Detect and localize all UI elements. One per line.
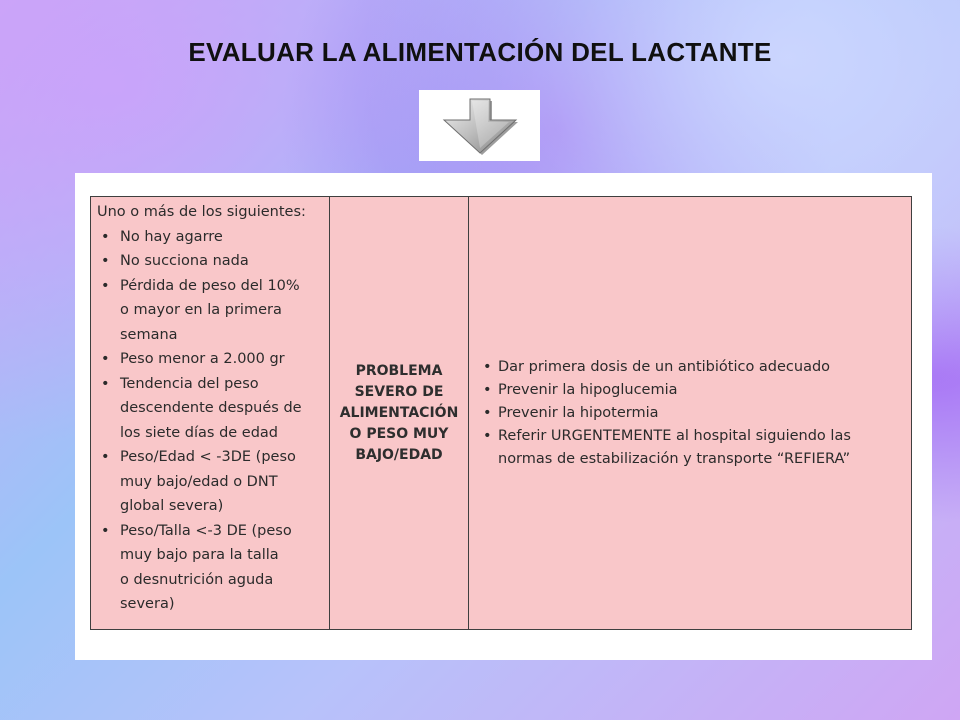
slide-title: EVALUAR LA ALIMENTACIÓN DEL LACTANTE [188, 37, 772, 67]
bullet-icon: • [101, 449, 110, 465]
arrow-box [419, 90, 540, 161]
classification-table [90, 196, 912, 630]
sign-line: muy bajo para la talla [120, 547, 279, 563]
treatment-list [469, 356, 911, 471]
bullet-icon: • [101, 277, 110, 294]
bullet-icon: • [483, 404, 492, 421]
list-item [483, 379, 903, 402]
treatment-line: Prevenir la hipoglucemia [498, 381, 678, 398]
list-item [101, 249, 325, 274]
sign-line: Peso/Talla <-3 DE (peso [120, 522, 292, 539]
sign-line: Pérdida de peso del 10% [120, 277, 300, 294]
sign-line: Peso/Edad < -3DE (peso [120, 449, 296, 465]
list-item [101, 519, 325, 617]
bullet-icon: • [483, 358, 492, 375]
treatment-line: normas de estabilización y transporte “REFIERA” [498, 450, 851, 467]
sign-line: No succiona nada [120, 253, 249, 269]
sign-line: o desnutrición aguda [120, 571, 274, 588]
down-arrow-icon [419, 90, 540, 161]
signs-list [91, 225, 329, 617]
sign-line: Peso menor a 2.000 gr [120, 351, 285, 367]
bullet-icon: • [101, 522, 110, 539]
bullet-icon: • [483, 381, 492, 398]
classification-line: SEVERO DE [354, 383, 444, 400]
list-item [483, 425, 903, 471]
content-panel [75, 173, 932, 660]
treatment-line: Dar primera dosis de un antibiótico adecuado [498, 358, 831, 375]
list-item [101, 445, 325, 519]
treatment-line: Prevenir la hipotermia [498, 404, 659, 421]
classification-line: O PESO MUY [349, 425, 449, 442]
signs-intro: Uno o más de los siguientes: [97, 204, 306, 220]
bullet-icon: • [101, 228, 110, 245]
list-item [101, 347, 325, 372]
list-item [483, 402, 903, 425]
sign-line: muy bajo/edad o DNT [120, 473, 278, 490]
sign-line: descendente después de [120, 400, 302, 416]
list-item [101, 372, 325, 446]
sign-line: los siete días de edad [120, 424, 279, 441]
bullet-icon: • [483, 427, 492, 444]
bullet-icon: • [101, 253, 110, 269]
classification-cell [330, 197, 469, 630]
list-item [483, 356, 903, 379]
bullet-icon: • [101, 351, 110, 367]
sign-line: o mayor en la primera [120, 302, 282, 318]
treatment-cell [469, 197, 912, 630]
classification-line: PROBLEMA [355, 362, 443, 379]
sign-line: Tendencia del peso [120, 375, 259, 392]
bullet-icon: • [101, 375, 110, 392]
sign-line: global severa) [120, 498, 224, 514]
list-item [101, 225, 325, 250]
sign-line: No hay agarre [120, 228, 223, 245]
sign-line: semana [120, 326, 178, 343]
list-item [101, 274, 325, 348]
classification-line: BAJO/EDAD [355, 446, 443, 463]
classification-line: ALIMENTACIÓN [339, 404, 459, 421]
signs-cell [91, 197, 330, 630]
treatment-line: Referir URGENTEMENTE al hospital siguiendo las [498, 427, 851, 444]
sign-line: severa) [120, 596, 175, 612]
